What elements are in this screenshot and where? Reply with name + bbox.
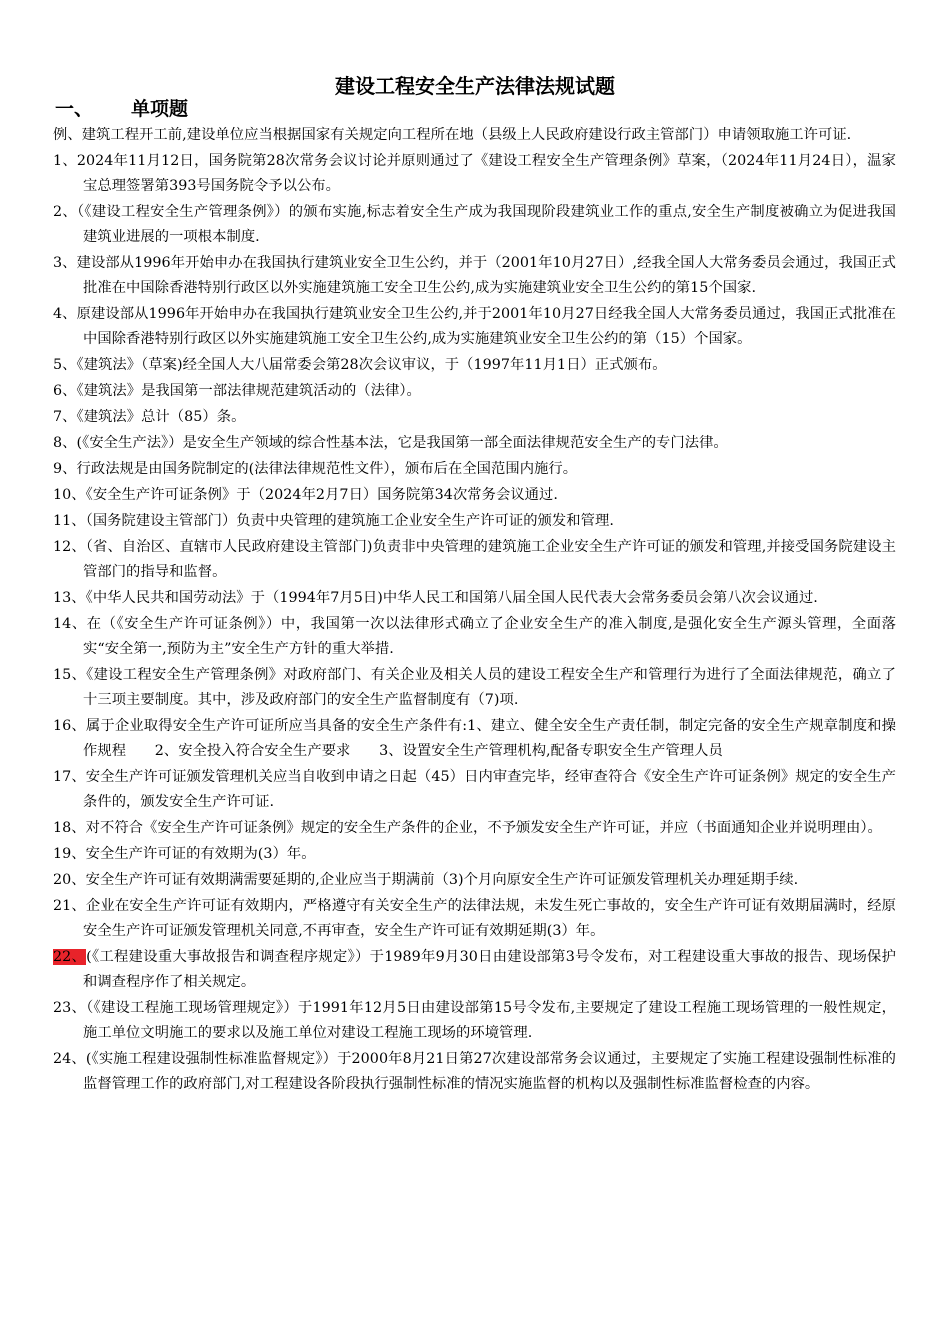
question-item	[53, 379, 896, 404]
question-number: 例、	[53, 127, 82, 143]
question-text: 建筑工程开工前,建设单位应当根据国家有关规定向工程所在地（县级上人民政府建设行政主管部门）申请领取施工许可证.	[81, 127, 852, 143]
question-text: (《安全生产法》）是安全生产领域的综合性基本法，它是我国第一部全面法律规范安全生产的专门法律。	[76, 435, 728, 451]
question-number: 6、	[53, 383, 77, 399]
question-item	[53, 302, 896, 352]
question-text: （省、自治区、直辖市人民政府建设主管部门)负责非中央管理的建筑施工企业安全生产许可证的颁发和管理,并接受国务院建设主管部门的指导和监督。	[83, 539, 897, 580]
question-item	[53, 123, 896, 148]
question-text: 建设部从1996年开始申办在我国执行建筑业安全卫生公约，并于（2001年10月27日）,经我全国人大常务委员会通过，我国正式批准在中国除香港特别行政区以外实施建筑施工安全卫生公约,成为实施建筑业安全卫生公约的第15个国家.	[76, 255, 896, 296]
question-item	[53, 405, 896, 430]
question-item	[53, 868, 896, 893]
question-item	[53, 765, 896, 815]
question-text: (《实施工程建设强制性标准监督规定》）于2000年8月21日第27次建设部常务会议通过，主要规定了实施工程建设强制性标准的监督管理工作的政府部门,对工程建设各阶段执行强制性标准的情况实施监督的机构以及强制性标准监督检查的内容。	[83, 1051, 897, 1092]
question-item	[53, 996, 896, 1046]
question-text: 安全生产许可证颁发管理机关应当自收到申请之日起（45）日内审查完毕，经审查符合《安全生产许可证条例》规定的安全生产条件的，颁发安全生产许可证.	[83, 769, 896, 810]
question-item	[53, 353, 896, 378]
question-item	[53, 251, 896, 301]
question-item	[53, 149, 896, 199]
question-item	[53, 945, 896, 995]
question-item	[53, 663, 896, 713]
question-number: 17、	[53, 769, 86, 785]
question-text: 属于企业取得安全生产许可证所应当具备的安全生产条件有:1、建立、健全安全生产责任制，制定完备的安全生产规章制度和操作规程 2、安全投入符合安全生产要求 3、设置安全生产管理机构,配备专职安全生产管理人员	[83, 718, 897, 759]
question-item	[53, 714, 896, 764]
question-text: 安全生产许可证的有效期为(3）年。	[85, 846, 316, 862]
question-number: 4、	[53, 306, 77, 322]
question-number: 11、	[53, 513, 86, 529]
question-item	[53, 894, 896, 944]
question-number: 14、	[53, 616, 87, 632]
question-item	[53, 457, 896, 482]
question-text: 对不符合《安全生产许可证条例》规定的安全生产条件的企业，不予颁发安全生产许可证，并应（书面通知企业并说明理由）。	[85, 820, 882, 836]
question-text: （《建设工程施工现场管理规定》）于1991年12月5日由建设部第15号令发布,主要规定了建设工程施工现场管理的一般性规定，施工单位文明施工的要求以及施工单位对建设工程施工现场的环境管理.	[83, 1000, 896, 1041]
question-text: (《工程建设重大事故报告和调查程序规定》）于1989年9月30日由建设部第3号令发布，对工程建设重大事故的报告、现场保护和调查程序作了相关规定。	[83, 949, 896, 990]
question-number: 9、	[53, 461, 77, 477]
question-number: 5、	[53, 357, 77, 373]
section-heading	[55, 96, 188, 122]
document-title: 建设工程安全生产法律法规试题	[335, 74, 615, 98]
section-title: 单项题	[131, 98, 189, 120]
question-number: 8、	[53, 435, 77, 451]
question-text: 企业在安全生产许可证有效期内，严格遵守有关安全生产的法律法规，未发生死亡事故的，安全生产许可证有效期届满时，经原安全生产许可证颁发管理机关同意,不再审查，安全生产许可证有效期延期(3）年。	[83, 898, 897, 939]
question-number: 2、	[53, 204, 77, 220]
question-item	[53, 816, 896, 841]
question-text: 《建筑法》是我国第一部法律规范建筑活动的（法律）。	[76, 383, 421, 399]
question-text: 原建设部从1996年开始申办在我国执行建筑业安全卫生公约,并于2001年10月27日经我全国人大常务委员通过，我国正式批准在中国除香港特别行政区以外实施建筑施工安全卫生公约,成为实施建筑业安全卫生公约的第（15）个国家。	[76, 306, 896, 347]
question-text: 《建筑法》（草案)经全国人大八届常委会第28次会议审议，于（1997年11月1日）正式颁布。	[76, 357, 667, 373]
question-text: 《建筑法》总计（85）条。	[76, 409, 246, 425]
question-item	[53, 509, 896, 534]
question-text: 在（《安全生产许可证条例》）中，我国第一次以法律形式确立了企业安全生产的准入制度,是强化安全生产源头管理，全面落实“安全第一,预防为主”安全生产方针的重大举措.	[83, 616, 896, 657]
question-text: 《建设工程安全生产管理条例》对政府部门、有关企业及相关人员的建设工程安全生产和管理行为进行了全面法律规范，确立了十三项主要制度。其中，涉及政府部门的安全生产监督制度有（7)项.	[83, 667, 896, 708]
question-number: 18、	[53, 820, 86, 836]
question-number: 15、	[53, 667, 87, 683]
question-number: 23、	[53, 1000, 87, 1016]
question-text: （《建设工程安全生产管理条例》）的颁布实施,标志着安全生产成为我国现阶段建筑业工作的重点,安全生产制度被确立为促进我国建筑业进展的一项根本制度.	[76, 204, 896, 245]
question-text: 《中华人民共和国劳动法》于（1994年7月5日)中华人民工和国第八届全国人民代表大会常务委员会第八次会议通过.	[85, 590, 818, 606]
question-text: （国务院建设主管部门）负责中央管理的建筑施工企业安全生产许可证的颁发和管理.	[85, 513, 614, 529]
question-text: 《安全生产许可证条例》于（2024年2月7日）国务院第34次常务会议通过.	[85, 487, 558, 503]
question-number: 22、	[53, 949, 87, 965]
question-number: 1、	[53, 153, 77, 169]
question-number: 16、	[53, 718, 86, 734]
section-number: 一、	[55, 98, 94, 120]
question-text: 行政法规是由国务院制定的(法律法律规范性文件），颁布后在全国范围内施行。	[76, 461, 578, 477]
question-number: 12、	[53, 539, 86, 555]
question-item	[53, 535, 896, 585]
question-number: 7、	[53, 409, 77, 425]
question-number: 3、	[53, 255, 77, 271]
question-text: 安全生产许可证有效期满需要延期的,企业应当于期满前（3)个月向原安全生产许可证颁发管理机关办理延期手续.	[85, 872, 799, 888]
question-item	[53, 200, 896, 250]
question-text: 2024年11月12日，国务院第28次常务会议讨论并原则通过了《建设工程安全生产管理条例》草案，（2024年11月24日），温家宝总理签署第393号国务院令予以公布。	[76, 153, 897, 194]
question-item	[53, 586, 896, 611]
question-item	[53, 431, 896, 456]
question-number: 24、	[53, 1051, 86, 1067]
question-item	[53, 612, 896, 662]
question-item	[53, 842, 896, 867]
question-number: 13、	[53, 590, 86, 606]
question-number: 21、	[53, 898, 86, 914]
question-item	[53, 1047, 896, 1097]
question-number: 20、	[53, 872, 86, 888]
question-list	[53, 123, 896, 1098]
question-item	[53, 483, 896, 508]
question-number: 10、	[53, 487, 86, 503]
question-number: 19、	[53, 846, 86, 862]
